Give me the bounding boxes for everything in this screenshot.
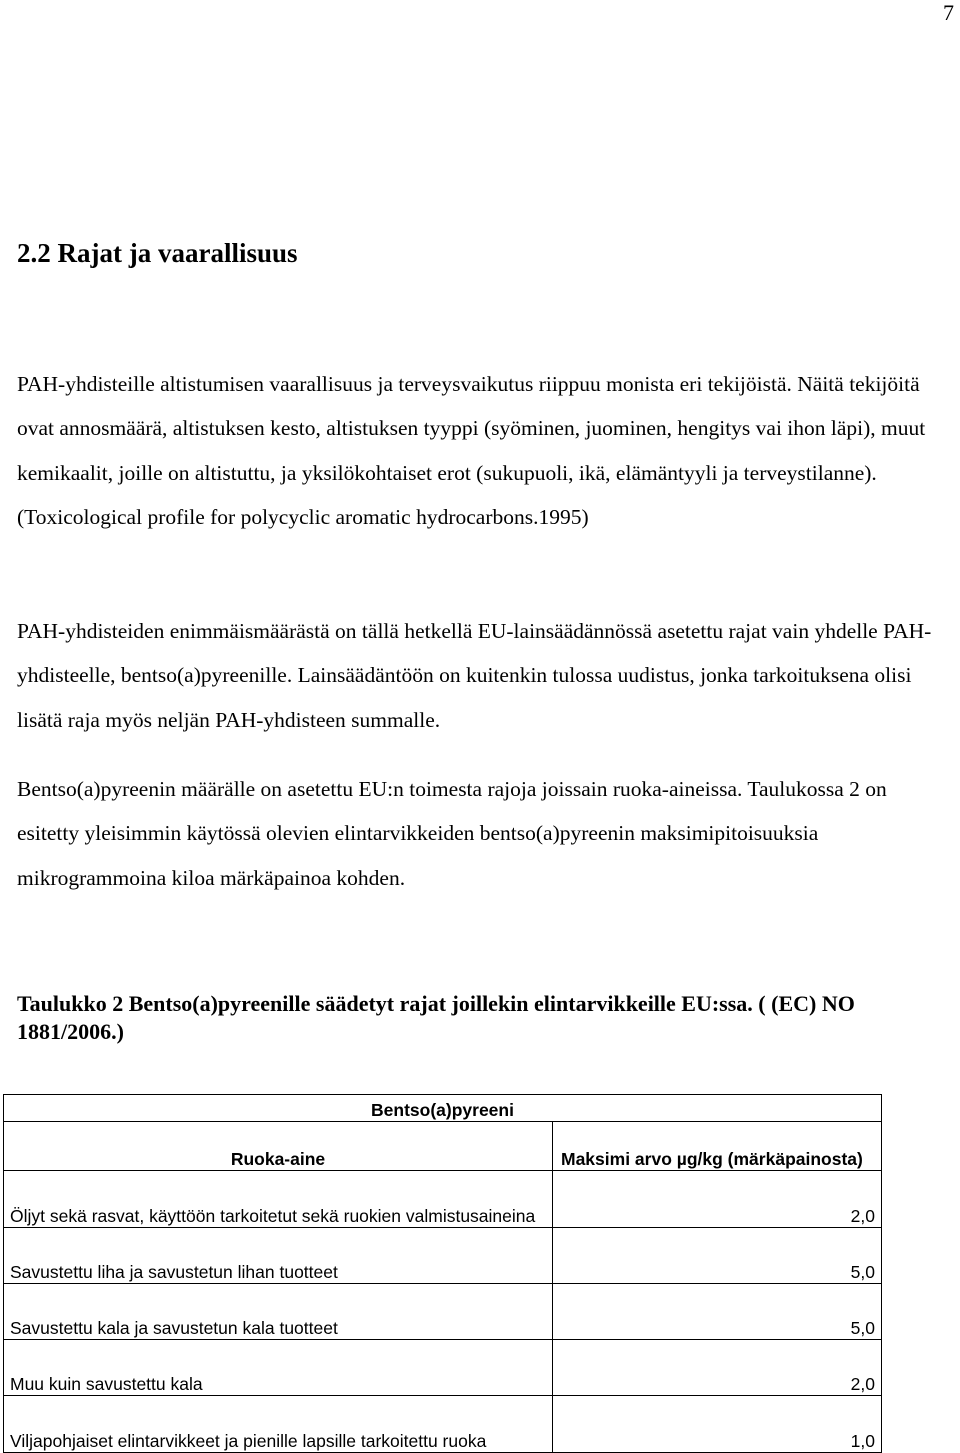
food-cell: Viljapohjaiset elintarvikkeet ja pienille lapsille tarkoitettu ruoka xyxy=(4,1396,553,1453)
value-cell: 5,0 xyxy=(553,1228,882,1284)
paragraph-table-intro: Bentso(a)pyreenin määrälle on asetettu EU:n toimesta rajoja joissain ruoka-aineissa. Taulukossa 2 on esitetty yleisimmin käytössä olevien elintarvikkeiden bentso(a)pyreenin maksimipitoisuuksia mikrogrammoina kiloa märkäpainoa kohden. xyxy=(17,777,887,890)
value-cell: 1,0 xyxy=(553,1396,882,1453)
column-header-value: Maksimi arvo µg/kg (märkäpainosta) xyxy=(553,1122,882,1171)
table-caption: Taulukko 2 Bentso(a)pyreenille säädetyt rajat joillekin elintarvikkeille EU:ssa. ( (EC) NO 1881/2006.) xyxy=(17,991,855,1044)
table-row xyxy=(4,1284,882,1340)
page-number: 7 xyxy=(943,0,954,25)
food-cell: Savustettu liha ja savustetun lihan tuotteet xyxy=(4,1228,553,1284)
food-cell: Muu kuin savustettu kala xyxy=(4,1340,553,1396)
food-cell: Savustettu kala ja savustetun kala tuotteet xyxy=(4,1284,553,1340)
value-cell: 2,0 xyxy=(553,1171,882,1228)
limits-table xyxy=(3,1094,882,1453)
table-row xyxy=(4,1340,882,1396)
section-heading: 2.2 Rajat ja vaarallisuus xyxy=(17,238,298,268)
paragraph-risk-factors: PAH-yhdisteille altistumisen vaarallisuus ja terveysvaikutus riippuu monista eri tekijöistä. Näitä tekijöitä ovat annosmäärä, altistuksen kesto, altistuksen tyyppi (syöminen, juominen, hengitys vai ihon läpi), muut kemikaalit, joille on altistuttu, ja yksilökohtaiset erot (sukupuoli, ikä, elämäntyyli ja terveystilanne). (Toxicological profile for polycyclic aromatic hydrocarbons.1995) xyxy=(17,372,926,529)
table-row xyxy=(4,1171,882,1228)
value-cell: 5,0 xyxy=(553,1284,882,1340)
table-group-header-row xyxy=(4,1095,882,1122)
column-header-food: Ruoka-aine xyxy=(4,1122,553,1171)
table-row xyxy=(4,1228,882,1284)
table-group-header: Bentso(a)pyreeni xyxy=(4,1095,882,1122)
table-column-header-row xyxy=(4,1122,882,1171)
food-cell: Öljyt sekä rasvat, käyttöön tarkoitetut sekä ruokien valmistusaineina xyxy=(4,1171,553,1228)
paragraph-eu-legislation: PAH-yhdisteiden enimmäismäärästä on tällä hetkellä EU-lainsäädännössä asetettu rajat vain yhdelle PAH-yhdisteelle, bentso(a)pyreenille. Lainsäädäntöön on kuitenkin tulossa uudistus, jonka tarkoituksena olisi lisätä raja myös neljän PAH-yhdisteen summalle. xyxy=(17,619,932,732)
value-cell: 2,0 xyxy=(553,1340,882,1396)
table-row xyxy=(4,1396,882,1453)
